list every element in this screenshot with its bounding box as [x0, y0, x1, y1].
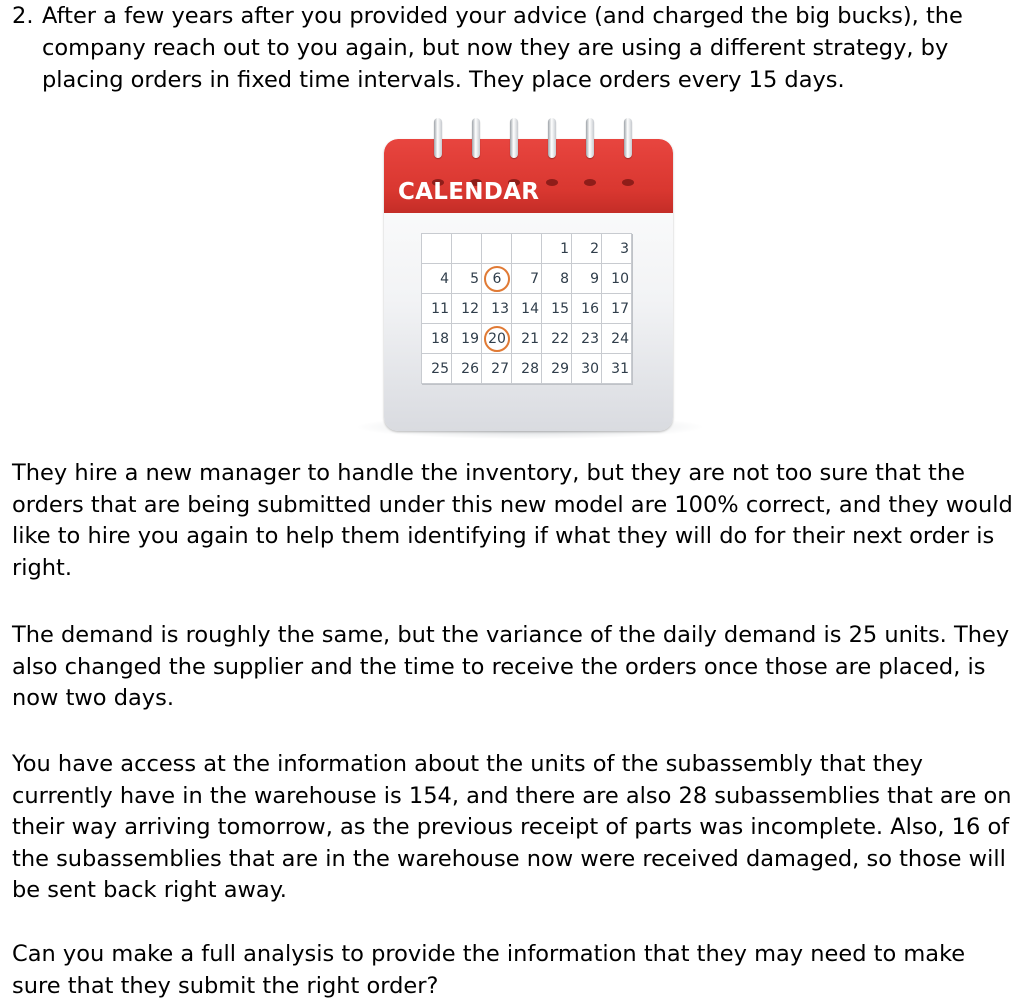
day-number: 31: [611, 360, 629, 377]
calendar-day-cell: [482, 324, 512, 354]
paragraph-question: Can you make a full analysis to provide the information that they may need to make sure that they submit the right order?: [12, 941, 966, 999]
day-number: 1: [560, 240, 569, 257]
binding-hole: [622, 179, 634, 186]
day-number: 14: [521, 300, 539, 317]
day-number: 16: [581, 300, 599, 317]
binding-ring-icon: [434, 118, 442, 158]
calendar-day-cell: [422, 354, 452, 384]
calendar-day-cell: [572, 294, 602, 324]
calendar-day-cell: [542, 324, 572, 354]
day-number: 11: [431, 300, 449, 317]
calendar-day-cell: [482, 354, 512, 384]
day-number: 25: [431, 360, 449, 377]
day-number: 2: [590, 240, 599, 257]
day-number: 5: [470, 270, 479, 287]
calendar-day-cell: [452, 354, 482, 384]
day-number: 28: [521, 360, 539, 377]
binding-ring-icon: [472, 118, 480, 158]
calendar-day-cell: [572, 354, 602, 384]
paragraph-new-manager: They hire a new manager to handle the inventory, but they are not too sure that the orders that are being submitted under this new model are 100% correct, and they would like to hire you again to help them identifying if what they will do for their next order is right.: [12, 460, 1013, 581]
calendar-day-cell: [572, 234, 602, 264]
calendar-empty-cell: [452, 234, 482, 264]
day-number: 13: [491, 300, 509, 317]
paragraph-warehouse-inventory: You have access at the information about the units of the subassembly that they currently have in the warehouse is 154, and there are also 28 subassemblies that are on their way arriving tomorrow, as the previous receipt of parts was incomplete. Also, 16 of the subassemblies that are in the warehouse now were received damaged, so those will be sent back right away.: [12, 751, 1012, 903]
calendar-title: CALENDAR: [398, 179, 540, 205]
calendar-week-row: [422, 234, 632, 264]
day-number: 7: [530, 270, 539, 287]
calendar-day-cell: [422, 264, 452, 294]
circled-day: 6: [484, 266, 510, 292]
calendar-week-row: [422, 324, 632, 354]
day-number: 4: [440, 270, 449, 287]
circled-day: 20: [484, 326, 510, 352]
binding-ring-icon: [548, 118, 556, 158]
day-number: 19: [461, 330, 479, 347]
calendar-day-cell: [512, 354, 542, 384]
calendar-day-cell: [482, 294, 512, 324]
day-number: 22: [551, 330, 569, 347]
calendar-day-cell: [602, 234, 632, 264]
calendar-day-cell: [482, 264, 512, 294]
day-number: 3: [620, 240, 629, 257]
calendar-day-cell: [602, 354, 632, 384]
question-text: After a few years after you provided your advice (and charged the big bucks), the company reach out to you again, but now they are using a different strategy, by placing orders in fixed time intervals. They place orders every 15 days.: [42, 3, 963, 93]
calendar-day-cell: [602, 264, 632, 294]
calendar-week-row: [422, 354, 632, 384]
calendar-day-cell: [422, 294, 452, 324]
calendar-day-cell: [542, 234, 572, 264]
binding-ring-icon: [624, 118, 632, 158]
calendar-week-row: [422, 264, 632, 294]
calendar-grid: [421, 233, 632, 384]
day-number: 8: [560, 270, 569, 287]
calendar-day-cell: [452, 324, 482, 354]
day-number: 9: [590, 270, 599, 287]
calendar-day-cell: [512, 324, 542, 354]
calendar-day-cell: [602, 294, 632, 324]
calendar-day-cell: [572, 264, 602, 294]
day-number: 15: [551, 300, 569, 317]
question-item: [12, 0, 1017, 96]
calendar-day-cell: [542, 264, 572, 294]
question-number: 2.: [12, 3, 34, 29]
calendar-day-cell: [512, 294, 542, 324]
calendar-empty-cell: [422, 234, 452, 264]
calendar-day-cell: [452, 264, 482, 294]
calendar-day-cell: [452, 294, 482, 324]
calendar-day-cell: [512, 264, 542, 294]
day-number: 30: [581, 360, 599, 377]
day-number: 24: [611, 330, 629, 347]
calendar-day-cell: [422, 324, 452, 354]
calendar-empty-cell: [512, 234, 542, 264]
day-number: 27: [491, 360, 509, 377]
day-number: 12: [461, 300, 479, 317]
paragraph-demand-variance: The demand is roughly the same, but the variance of the daily demand is 25 units. They also changed the supplier and the time to receive the orders once those are placed, is now two days.: [12, 622, 1010, 711]
calendar-day-cell: [602, 324, 632, 354]
day-number: 18: [431, 330, 449, 347]
day-number: 21: [521, 330, 539, 347]
day-number: 29: [551, 360, 569, 377]
day-number: 26: [461, 360, 479, 377]
binding-ring-icon: [586, 118, 594, 158]
day-number: 23: [581, 330, 599, 347]
day-number: 10: [611, 270, 629, 287]
calendar-day-cell: [542, 294, 572, 324]
calendar-week-row: [422, 294, 632, 324]
calendar-illustration: [358, 112, 702, 444]
calendar-empty-cell: [482, 234, 512, 264]
binding-hole: [584, 179, 596, 186]
day-number: 17: [611, 300, 629, 317]
binding-ring-icon: [510, 118, 518, 158]
calendar-day-cell: [572, 324, 602, 354]
calendar-day-cell: [542, 354, 572, 384]
binding-hole: [546, 179, 558, 186]
